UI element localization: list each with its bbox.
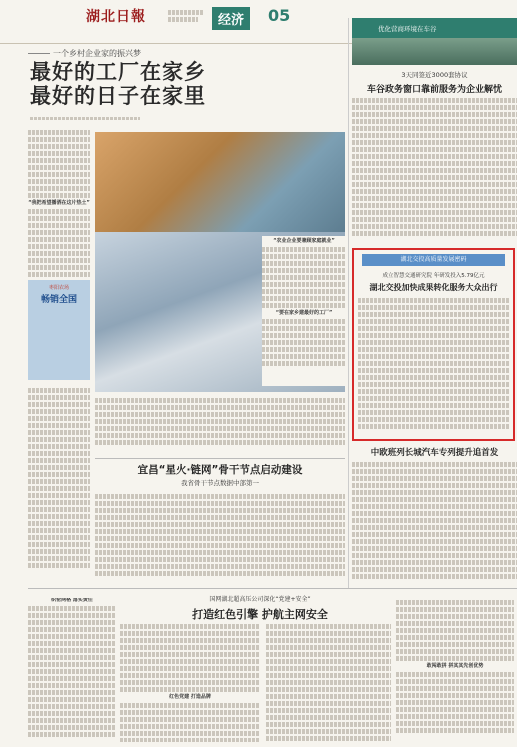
featured-kicker: 成立智慧交通研究院 年研发投入5.79亿元: [382, 273, 485, 279]
grid-story-subhead-left: 织密网格 落实责任: [51, 598, 93, 603]
lead-body-col1-lower: [28, 386, 90, 586]
featured-body: [358, 296, 509, 436]
lead-section-head-3: “要在家乡建最好的工厂”: [275, 310, 333, 316]
featured-title: 湖北交投加快成果转化服务大众出行: [369, 283, 498, 292]
right-column-header: 优化营商环境在车谷: [352, 18, 517, 38]
lead-headline-line2: 最好的日子在家里: [30, 83, 206, 108]
yichang-title: 宜昌“星火·链网”骨干节点启动建设: [137, 464, 303, 476]
lead-body-col3: [262, 236, 346, 386]
lead-body-col1: [28, 128, 90, 278]
lead-section-head-2: “农业企业要兼顾家庭就业”: [273, 238, 335, 244]
right-column-body: [352, 96, 517, 244]
newspaper-logo: 湖北日報: [86, 9, 146, 25]
grid-story-subhead-right: 敢闯敢拼 拼其其先创优势: [426, 663, 484, 669]
europe-train-body: [352, 460, 517, 588]
ad-subtitle: 枣阳农场: [48, 285, 69, 291]
factory-photo: [95, 132, 345, 232]
lead-body-bottom: [95, 396, 345, 451]
grid-story-kicker: 国网湖北超高压公司深化“党建+安全”: [209, 596, 311, 603]
lead-byline: [30, 115, 140, 122]
grid-story-col1: [28, 598, 116, 743]
grid-story-col2: [120, 622, 260, 742]
ad-title: 畅销全国: [40, 295, 77, 305]
lead-headline-line1: 最好的工厂在家乡: [30, 59, 206, 84]
europe-train-title: 中欧班列长城汽车专列提升追首发: [370, 448, 499, 458]
yichang-subtitle: 我省骨干节点数据中部第一: [181, 479, 259, 487]
right-column-banner-image: [352, 38, 517, 65]
edition-info: [168, 8, 208, 24]
lead-headline: [30, 60, 206, 108]
page-number: 05: [268, 6, 291, 25]
grid-story-subhead-center: 红色党建 打造品牌: [169, 694, 211, 700]
section-label: 经济: [212, 7, 250, 30]
right-column-kicker: 3天同签近3000套协议: [401, 71, 468, 79]
grid-story-title: 打造红色引擎 护航主网安全: [192, 608, 328, 621]
yichang-body: [95, 492, 345, 584]
grid-story-col4: [396, 598, 514, 743]
featured-tag: 湖北交投高质量发展密码: [362, 254, 505, 266]
right-column-title: 车谷政务窗口靠前服务为企业解忧: [366, 85, 502, 95]
lead-section-head-1: “我把希望播洒在这片热土”: [28, 200, 90, 206]
grid-story-col3: [266, 622, 391, 742]
lead-kicker: 一个乡村企业家的振兴梦: [28, 48, 141, 59]
